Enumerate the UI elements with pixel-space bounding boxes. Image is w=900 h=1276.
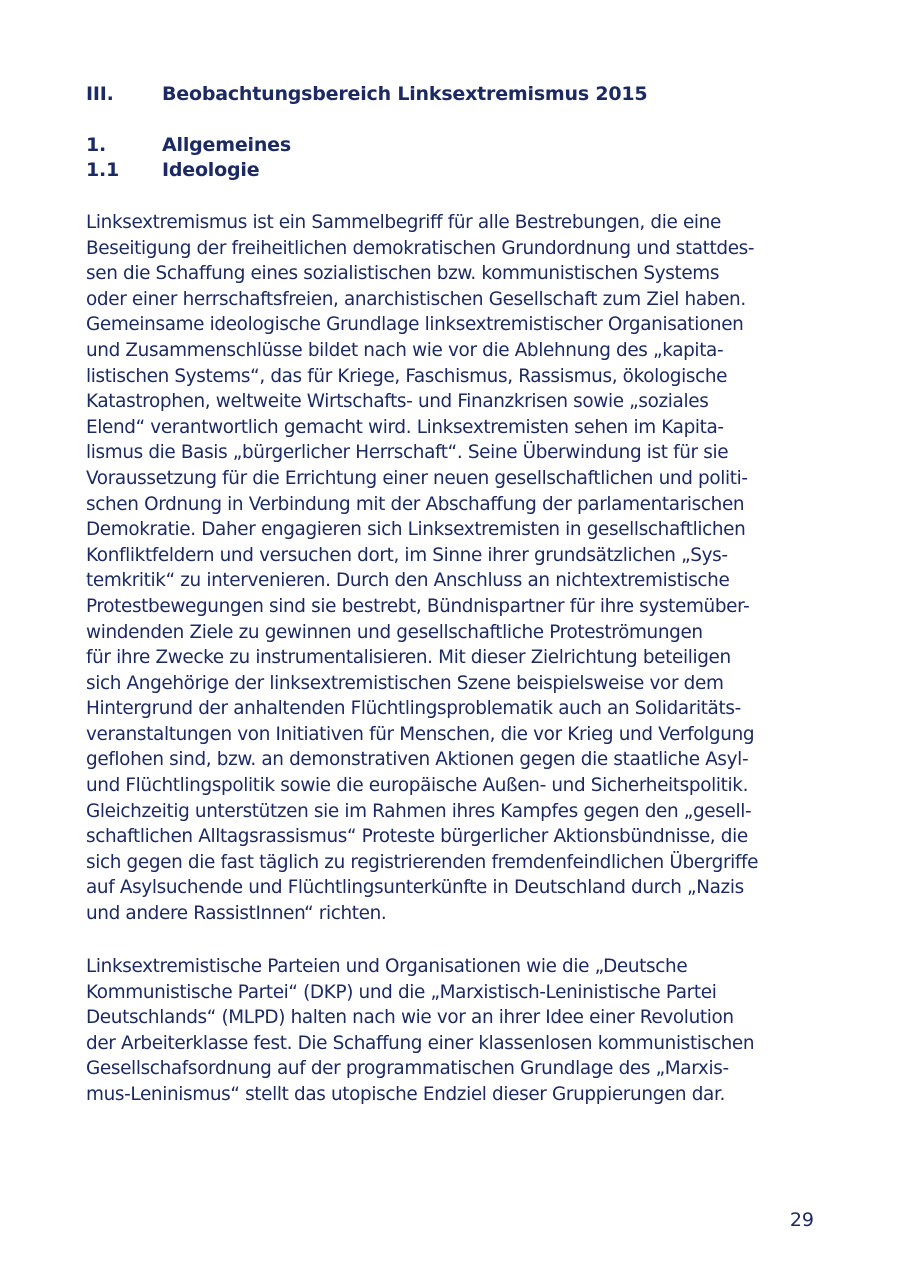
paragraph-line: temkritik“ zu intervenieren. Durch den Anschluss an nichtextremistische	[86, 570, 730, 592]
paragraph-line: Gleichzeitig unterstützen sie im Rahmen ihres Kampfes gegen den „gesell-	[86, 800, 752, 822]
subsubsection-number: 1.1	[86, 159, 120, 181]
paragraph-line: Kommunistische Partei“ (DKP) und die „Marxistisch-Leninistische Partei	[86, 981, 717, 1003]
paragraph-line: schaftlichen Alltagsrassismus“ Proteste bürgerlicher Aktionsbündnisse, die	[86, 826, 748, 848]
paragraph-line: Protestbewegungen sind sie bestrebt, Bündnispartner für ihre systemüber-	[86, 595, 750, 617]
page-number: 29	[789, 1209, 814, 1231]
paragraph-line: oder einer herrschaftsfreien, anarchistischen Gesellschaft zum Ziel haben.	[86, 288, 746, 310]
paragraph-line: Demokratie. Daher engagieren sich Linksextremisten in gesellschaftlichen	[86, 519, 746, 541]
paragraph-line: windenden Ziele zu gewinnen und gesellschaftliche Proteströmungen	[86, 621, 703, 643]
paragraph-line: geflohen sind, bzw. an demonstrativen Aktionen gegen die staatliche Asyl-	[86, 749, 749, 771]
section-title: Beobachtungsbereich Linksextremismus 2015	[162, 83, 648, 105]
paragraph-line: sich gegen die fast täglich zu registrierenden fremdenfeindlichen Übergriffe	[86, 851, 759, 873]
subsection-heading	[86, 133, 291, 158]
section-number: III.	[86, 83, 114, 105]
paragraph-line: und Zusammenschlüsse bildet nach wie vor die Ablehnung des „kapita-	[86, 339, 724, 361]
paragraph-line: für ihre Zwecke zu instrumentalisieren. Mit dieser Zielrichtung beteiligen	[86, 647, 731, 669]
body-paragraph-2	[86, 954, 814, 1108]
paragraph-line: und Flüchtlingspolitik sowie die europäische Außen- und Sicherheitspolitik.	[86, 775, 749, 797]
paragraph-line: und andere RassistInnen“ richten.	[86, 903, 387, 925]
subsection-number: 1.	[86, 134, 107, 156]
paragraph-line: Linksextremistische Parteien und Organisationen wie die „Deutsche	[86, 956, 688, 977]
paragraph-line: Elend“ verantwortlich gemacht wird. Linksextremisten sehen im Kapita-	[86, 416, 724, 438]
paragraph-line: Beseitigung der freiheitlichen demokratischen Grundordnung und stattdes-	[86, 237, 755, 259]
subsubsection-title: Ideologie	[162, 159, 260, 181]
paragraph-line: veranstaltungen von Initiativen für Menschen, die vor Krieg und Verfolgung	[86, 723, 755, 745]
paragraph-line: Hintergrund der anhaltenden Flüchtlingsproblematik auch an Solidaritäts-	[86, 698, 741, 720]
paragraph-line: Konfliktfeldern und versuchen dort, im Sinne ihrer grundsätzlichen „Sys-	[86, 544, 728, 566]
paragraph-line: Gemeinsame ideologische Grundlage linksextremistischer Organisationen	[86, 314, 744, 336]
subsection-title: Allgemeines	[162, 134, 291, 156]
paragraph-line: sich Angehörige der linksextremistischen Szene beispielsweise vor dem	[86, 672, 724, 694]
paragraph-line: auf Asylsuchende und Flüchtlingsunterkünfte in Deutschland durch „Nazis	[86, 877, 744, 899]
paragraph-line: Linksextremismus ist ein Sammelbegriff für alle Bestrebungen, die eine	[86, 212, 721, 233]
paragraph-line: Katastrophen, weltweite Wirtschafts- und Finanzkrisen sowie „soziales	[86, 391, 709, 413]
body-paragraph-1	[86, 210, 814, 927]
paragraph-line: Voraussetzung für die Errichtung einer neuen gesellschaftlichen und politi-	[86, 467, 748, 489]
paragraph-line: lismus die Basis „bürgerlicher Herrschaft“. Seine Überwindung ist für sie	[86, 442, 729, 464]
paragraph-line: sen die Schaffung eines sozialistischen bzw. kommunistischen Systems	[86, 263, 720, 285]
paragraph-line: listischen Systems“, das für Kriege, Faschismus, Rassismus, ökologische	[86, 365, 728, 387]
paragraph-line: schen Ordnung in Verbindung mit der Abschaffung der parlamentarischen	[86, 493, 745, 515]
subsubsection-heading	[86, 158, 259, 183]
section-heading	[86, 82, 647, 107]
paragraph-line: Deutschlands“ (MLPD) halten nach wie vor an ihrer Idee einer Revolution	[86, 1007, 734, 1029]
paragraph-line: Gesellschafsordnung auf der programmatischen Grundlage des „Marxis-	[86, 1058, 729, 1080]
paragraph-line: der Arbeiterklasse fest. Die Schaffung einer klassenlosen kommunistischen	[86, 1032, 755, 1054]
paragraph-line: mus-Leninismus“ stellt das utopische Endziel dieser Gruppierungen dar.	[86, 1083, 725, 1105]
